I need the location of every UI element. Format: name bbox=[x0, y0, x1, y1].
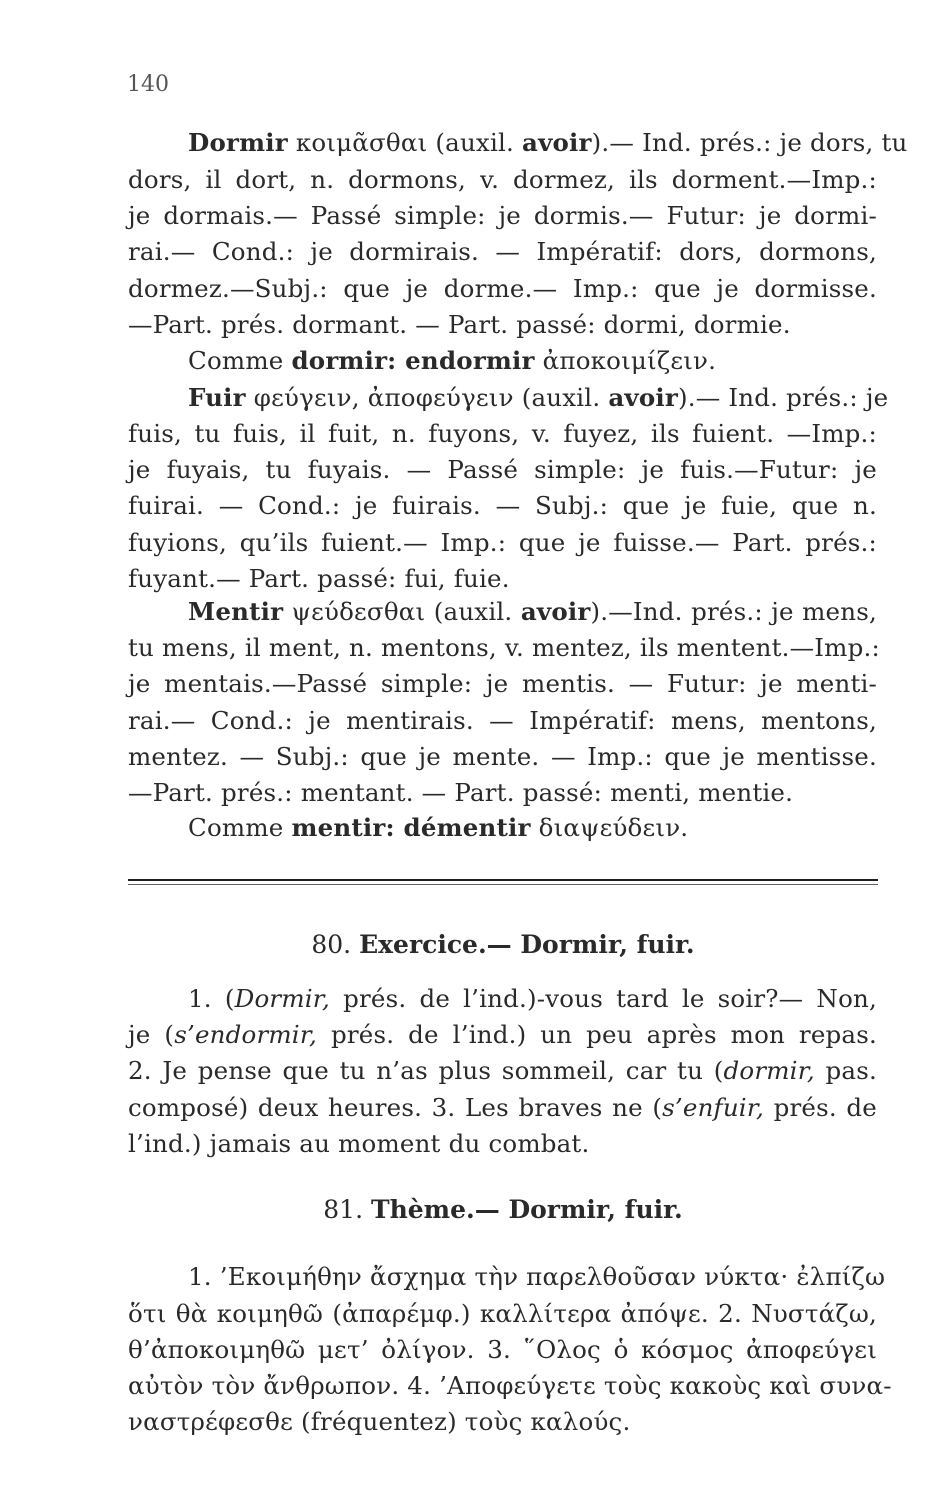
theme-line-4: αὐτὸν τὸν ἄνθρωπον. 4. ’Αποφεύγετε τοὺς κακοὺς καὶ συνα- bbox=[128, 1371, 892, 1400]
mentir-line-5: mentez. — Subj.: que je mente. — Imp.: que je mentisse. bbox=[128, 742, 877, 771]
exercice-line-4: composé) deux heures. 3. Les braves ne (s’enfuir, prés. de bbox=[128, 1093, 877, 1122]
fuir-line-6: fuyant.— Part. passé: fui, fuie. bbox=[128, 564, 510, 593]
theme-line-1: 1. ’Εκοιμήθην ἄσχημα τὴν παρελθοῦσαν νύκτα· ἐλπίζω bbox=[188, 1262, 886, 1291]
exercice-line-2: je (s’endormir, prés. de l’ind.) un peu après mon repas. bbox=[128, 1020, 877, 1049]
dormir-line-5: dormez.—Subj.: que je dorme.— Imp.: que je dormisse. bbox=[128, 274, 877, 303]
page-number: 140 bbox=[127, 72, 169, 97]
exercice-line-3: 2. Je pense que tu n’as plus sommeil, car tu (dormir, pas. bbox=[128, 1056, 877, 1085]
verb-mentir: Mentir bbox=[188, 597, 284, 626]
verb-dormir: Dormir bbox=[188, 128, 288, 157]
mentir-line-6: —Part. prés.: mentant. — Part. passé: menti, mentie. bbox=[128, 778, 794, 807]
fuir-line-4: fuirai. — Cond.: je fuirais. — Subj.: que je fuie, que n. bbox=[128, 491, 877, 520]
mentir-line-3: je mentais.—Passé simple: je mentis. — Futur: je menti- bbox=[128, 669, 877, 698]
exercice-heading: 80. Exercice.— Dormir, fuir. bbox=[311, 930, 695, 959]
theme-line-3: θ’ἀποκοιμηθῶ μετ’ ὀλίγον. 3. ῞Ολος ὁ κόσμος ἀποφεύγει bbox=[128, 1335, 877, 1364]
fuir-line-2: fuis, tu fuis, il fuit, n. fuyons, v. fuyez, ils fuient. —Imp.: bbox=[128, 419, 877, 448]
dormir-line-1: Dormir κοιμᾶσθαι (auxil. avoir).— Ind. prés.: je dors, tu bbox=[188, 128, 908, 157]
dormir-line-4: rai.— Cond.: je dormirais. — Impératif: dors, dormons, bbox=[128, 237, 877, 266]
mentir-line-2: tu mens, il ment, n. mentons, v. mentez, ils mentent.—Imp.: bbox=[128, 633, 880, 662]
mentir-line-1: Mentir ψεύδεσθαι (auxil. avoir).—Ind. prés.: je mens, bbox=[188, 597, 877, 626]
dormir-comme: Comme dormir: endormir ἀποκοιμίζειν. bbox=[188, 346, 717, 375]
dormir-line-6: —Part. prés. dormant. — Part. passé: dormi, dormie. bbox=[128, 310, 791, 339]
fuir-line-3: je fuyais, tu fuyais. — Passé simple: je fuis.—Futur: je bbox=[128, 455, 877, 484]
section-divider-top bbox=[128, 879, 878, 881]
mentir-comme: Comme mentir: démentir διαψεύδειν. bbox=[188, 813, 689, 842]
exercice-line-1: 1. (Dormir, prés. de l’ind.)-vous tard le soir?— Non, bbox=[188, 984, 877, 1013]
exercice-line-5: l’ind.) jamais au moment du combat. bbox=[128, 1129, 590, 1158]
mentir-line-4: rai.— Cond.: je mentirais. — Impératif: mens, mentons, bbox=[128, 706, 877, 735]
theme-line-2: ὅτι θὰ κοιμηθῶ (ἀπαρέμφ.) καλλίτερα ἀπόψε. 2. Νυστάζω, bbox=[128, 1299, 877, 1328]
verb-fuir: Fuir bbox=[188, 383, 246, 412]
section-divider-bottom bbox=[128, 884, 878, 885]
theme-heading: 81. Thème.— Dormir, fuir. bbox=[323, 1195, 683, 1224]
fuir-line-1: Fuir φεύγειν, ἀποφεύγειν (auxil. avoir).— Ind. prés.: je bbox=[188, 383, 889, 412]
dormir-line-2: dors, il dort, n. dormons, v. dormez, ils dorment.—Imp.: bbox=[128, 165, 877, 194]
dormir-line-3: je dormais.— Passé simple: je dormis.— Futur: je dormi- bbox=[128, 201, 877, 230]
fuir-line-5: fuyions, qu’ils fuient.— Imp.: que je fuisse.— Part. prés.: bbox=[128, 528, 877, 557]
theme-line-5: ναστρέφεσθε (fréquentez) τοὺς καλούς. bbox=[128, 1407, 631, 1436]
